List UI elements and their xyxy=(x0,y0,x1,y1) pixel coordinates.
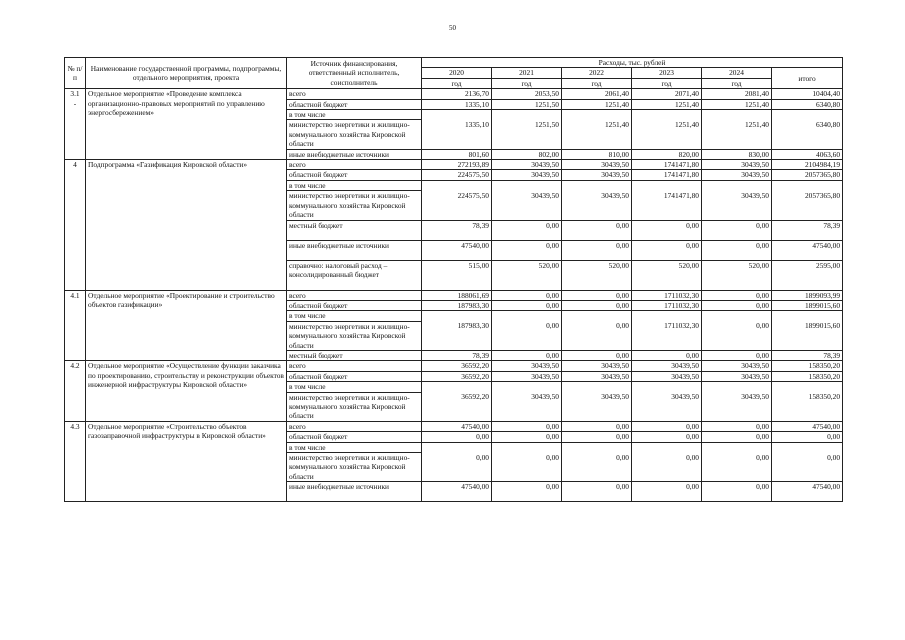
total-cell: 1899093,99 xyxy=(772,290,843,300)
total-cell: 78,39 xyxy=(772,350,843,360)
value-cell: 1251,40 xyxy=(632,120,702,149)
total-cell: 2104984,19 xyxy=(772,160,843,170)
value-cell: 520,00 xyxy=(492,260,562,290)
header-year: 2023 xyxy=(632,68,702,78)
value-cell: 1251,40 xyxy=(562,120,632,149)
value-cell: 272193,89 xyxy=(422,160,492,170)
value-cell: 0,00 xyxy=(492,482,562,502)
value-cell: 188061,69 xyxy=(422,290,492,300)
total-cell: 6340,80 xyxy=(772,120,843,149)
value-cell: 0,00 xyxy=(632,220,702,240)
source-label: иные внебюджетные источники xyxy=(287,482,422,502)
measure-name: Отдельное мероприятие «Осуществление функции заказчика по проектированию, строительству и реконструкции объектов инженерной инфраструктуры Кировской области» xyxy=(86,361,287,421)
value-cell: 0,00 xyxy=(632,350,702,360)
header-row xyxy=(65,58,843,68)
value-cell: 30439,50 xyxy=(562,191,632,220)
value-cell: 36592,20 xyxy=(422,392,492,421)
value-cell: 30439,50 xyxy=(492,392,562,421)
value-cell: 0,00 xyxy=(632,240,702,260)
value-cell: 1251,40 xyxy=(632,99,702,109)
value-cell: 810,00 xyxy=(562,149,632,159)
value-cell: 0,00 xyxy=(702,482,772,502)
value-cell: 78,39 xyxy=(422,350,492,360)
measure-name: Подпрограмма «Газификация Кировской области» xyxy=(86,160,287,290)
value-cell: 0,00 xyxy=(632,432,702,442)
value-cell: 30439,50 xyxy=(562,392,632,421)
value-cell: 30439,50 xyxy=(492,371,562,381)
value-cell: 30439,50 xyxy=(632,361,702,371)
value-cell: 0,00 xyxy=(702,453,772,482)
total-cell: 10404,40 xyxy=(772,89,843,99)
source-label: справочно: налоговый расход – консолидированный бюджет xyxy=(287,260,422,290)
source-label: местный бюджет xyxy=(287,220,422,240)
header-year-unit: год xyxy=(492,78,562,88)
total-cell: 47540,00 xyxy=(772,421,843,431)
value-cell: 1251,40 xyxy=(702,99,772,109)
source-label: иные внебюджетные источники xyxy=(287,149,422,159)
value-cell: 0,00 xyxy=(562,350,632,360)
total-cell: 4063,60 xyxy=(772,149,843,159)
value-cell: 0,00 xyxy=(702,432,772,442)
total-cell: 158350,20 xyxy=(772,371,843,381)
value-cell: 0,00 xyxy=(632,421,702,431)
value-cell: 0,00 xyxy=(702,350,772,360)
value-cell: 1711032,30 xyxy=(632,290,702,300)
value-cell: 820,00 xyxy=(632,149,702,159)
value-cell: 0,00 xyxy=(632,453,702,482)
header-year: 2020 xyxy=(422,68,492,78)
total-cell: 1899015,60 xyxy=(772,321,843,350)
value-cell: 1335,10 xyxy=(422,120,492,149)
value-cell: 0,00 xyxy=(422,432,492,442)
value-cell: 1741471,80 xyxy=(632,191,702,220)
row-number: 4 xyxy=(65,160,86,290)
value-cell: 1741471,80 xyxy=(632,160,702,170)
value-cell: 0,00 xyxy=(702,300,772,310)
source-label: областной бюджет xyxy=(287,300,422,310)
value-cell: 801,60 xyxy=(422,149,492,159)
value-cell: 0,00 xyxy=(702,290,772,300)
source-label: в том числе xyxy=(287,180,422,190)
header-year: 2021 xyxy=(492,68,562,78)
source-label: областной бюджет xyxy=(287,170,422,180)
header-name: Наименование государственной программы, подпрограммы, отдельного мероприятия, проекта xyxy=(86,58,287,89)
value-cell: 1251,40 xyxy=(562,99,632,109)
value-cell: 30439,50 xyxy=(492,361,562,371)
table-row xyxy=(65,290,843,300)
value-cell: 1711032,30 xyxy=(632,300,702,310)
value-cell: 2053,50 xyxy=(492,89,562,99)
value-cell: 0,00 xyxy=(492,421,562,431)
value-cell: 802,00 xyxy=(492,149,562,159)
source-label: министерство энергетики и жилищно-коммунального хозяйства Кировской области xyxy=(287,453,422,482)
value-cell: 0,00 xyxy=(562,421,632,431)
value-cell: 0,00 xyxy=(492,453,562,482)
header-year: 2022 xyxy=(562,68,632,78)
value-cell: 0,00 xyxy=(562,300,632,310)
value-cell: 0,00 xyxy=(492,350,562,360)
value-cell: 2081,40 xyxy=(702,89,772,99)
source-label: всего xyxy=(287,421,422,431)
value-cell: 187983,30 xyxy=(422,321,492,350)
value-cell: 47540,00 xyxy=(422,421,492,431)
total-cell: 0,00 xyxy=(772,432,843,442)
source-label: всего xyxy=(287,160,422,170)
source-label: всего xyxy=(287,89,422,99)
measure-name: Отдельное мероприятие «Проектирование и строительство объектов газификации» xyxy=(86,290,287,361)
total-cell: 47540,00 xyxy=(772,240,843,260)
value-cell: 1251,50 xyxy=(492,99,562,109)
header-num: № п/п xyxy=(65,58,86,89)
total-cell: 2057365,80 xyxy=(772,191,843,220)
value-cell: 520,00 xyxy=(702,260,772,290)
value-cell: 30439,50 xyxy=(702,371,772,381)
value-cell: 30439,50 xyxy=(562,371,632,381)
financing-table xyxy=(64,57,843,502)
total-cell: 2057365,80 xyxy=(772,170,843,180)
source-label: местный бюджет xyxy=(287,350,422,360)
source-label: министерство энергетики и жилищно-коммунального хозяйства Кировской области xyxy=(287,392,422,421)
value-cell: 0,00 xyxy=(562,321,632,350)
source-label: в том числе xyxy=(287,311,422,321)
value-cell: 78,39 xyxy=(422,220,492,240)
total-cell: 0,00 xyxy=(772,453,843,482)
value-cell: 830,00 xyxy=(702,149,772,159)
header-year-unit: год xyxy=(422,78,492,88)
value-cell: 224575,50 xyxy=(422,191,492,220)
value-cell: 0,00 xyxy=(562,482,632,502)
total-cell: 158350,20 xyxy=(772,361,843,371)
value-cell: 520,00 xyxy=(632,260,702,290)
value-cell: 30439,50 xyxy=(702,191,772,220)
header-year-unit: год xyxy=(702,78,772,88)
value-cell: 0,00 xyxy=(702,220,772,240)
value-cell: 187983,30 xyxy=(422,300,492,310)
source-label: министерство энергетики и жилищно-коммунального хозяйства Кировской области xyxy=(287,191,422,220)
total-cell: 6340,80 xyxy=(772,99,843,109)
total-cell: 2595,00 xyxy=(772,260,843,290)
value-cell: 520,00 xyxy=(562,260,632,290)
value-cell: 0,00 xyxy=(562,240,632,260)
table-row xyxy=(65,361,843,371)
value-cell: 0,00 xyxy=(492,240,562,260)
source-label: иные внебюджетные источники xyxy=(287,240,422,260)
value-cell: 0,00 xyxy=(702,321,772,350)
value-cell: 30439,50 xyxy=(562,160,632,170)
source-label: министерство энергетики и жилищно-коммунального хозяйства Кировской области xyxy=(287,120,422,149)
value-cell: 1711032,30 xyxy=(632,321,702,350)
value-cell: 0,00 xyxy=(562,432,632,442)
value-cell: 30439,50 xyxy=(492,191,562,220)
value-cell: 2061,40 xyxy=(562,89,632,99)
value-cell: 0,00 xyxy=(492,220,562,240)
source-label: в том числе xyxy=(287,382,422,392)
total-cell: 158350,20 xyxy=(772,392,843,421)
value-cell: 30439,50 xyxy=(702,170,772,180)
source-label: всего xyxy=(287,290,422,300)
header-year-unit: год xyxy=(562,78,632,88)
value-cell: 30439,50 xyxy=(702,392,772,421)
source-label: областной бюджет xyxy=(287,432,422,442)
value-cell: 36592,20 xyxy=(422,361,492,371)
value-cell: 47540,00 xyxy=(422,240,492,260)
header-expenses: Расходы, тыс. рублей xyxy=(422,58,843,68)
value-cell: 30439,50 xyxy=(702,160,772,170)
measure-name: Отдельное мероприятие «Проведение комплекса организационно-правовых мероприятий по управлению энергосбережением» xyxy=(86,89,287,160)
measure-name: Отдельное мероприятие «Строительство объектов газозаправочной инфраструктуры в Кировской области» xyxy=(86,421,287,501)
value-cell: 224575,50 xyxy=(422,170,492,180)
value-cell: 30439,50 xyxy=(562,170,632,180)
value-cell: 0,00 xyxy=(492,321,562,350)
value-cell: 0,00 xyxy=(562,290,632,300)
page-number: 50 xyxy=(449,24,456,32)
value-cell: 1335,10 xyxy=(422,99,492,109)
value-cell: 1741471,80 xyxy=(632,170,702,180)
header-total: итого xyxy=(772,68,843,89)
value-cell: 0,00 xyxy=(492,300,562,310)
header-year-unit: год xyxy=(632,78,702,88)
value-cell: 30439,50 xyxy=(562,361,632,371)
source-label: всего xyxy=(287,361,422,371)
source-label: областной бюджет xyxy=(287,99,422,109)
value-cell: 36592,20 xyxy=(422,371,492,381)
row-number: 4.3 xyxy=(65,421,86,501)
value-cell: 0,00 xyxy=(422,453,492,482)
value-cell: 30439,50 xyxy=(702,361,772,371)
value-cell: 0,00 xyxy=(632,482,702,502)
source-label: в том числе xyxy=(287,110,422,120)
source-label: в том числе xyxy=(287,442,422,452)
value-cell: 30439,50 xyxy=(632,392,702,421)
table-row xyxy=(65,89,843,99)
total-cell: 1899015,60 xyxy=(772,300,843,310)
value-cell: 2071,40 xyxy=(632,89,702,99)
value-cell: 30439,50 xyxy=(492,170,562,180)
value-cell: 0,00 xyxy=(702,240,772,260)
value-cell: 0,00 xyxy=(702,421,772,431)
row-number: 3.1 - xyxy=(65,89,86,160)
value-cell: 0,00 xyxy=(492,432,562,442)
header-year: 2024 xyxy=(702,68,772,78)
value-cell: 2136,70 xyxy=(422,89,492,99)
value-cell: 515,00 xyxy=(422,260,492,290)
value-cell: 1251,40 xyxy=(702,120,772,149)
source-label: областной бюджет xyxy=(287,371,422,381)
value-cell: 0,00 xyxy=(562,220,632,240)
total-cell: 78,39 xyxy=(772,220,843,240)
table-row xyxy=(65,160,843,170)
source-label: министерство энергетики и жилищно-коммунального хозяйства Кировской области xyxy=(287,321,422,350)
value-cell: 30439,50 xyxy=(492,160,562,170)
value-cell: 47540,00 xyxy=(422,482,492,502)
total-cell: 47540,00 xyxy=(772,482,843,502)
value-cell: 0,00 xyxy=(492,290,562,300)
row-number: 4.2 xyxy=(65,361,86,421)
value-cell: 1251,50 xyxy=(492,120,562,149)
header-source: Источник финансирования, ответственный исполнитель, соисполнитель xyxy=(287,58,422,89)
value-cell: 30439,50 xyxy=(632,371,702,381)
table-row xyxy=(65,421,843,431)
value-cell: 0,00 xyxy=(562,453,632,482)
row-number: 4.1 xyxy=(65,290,86,361)
